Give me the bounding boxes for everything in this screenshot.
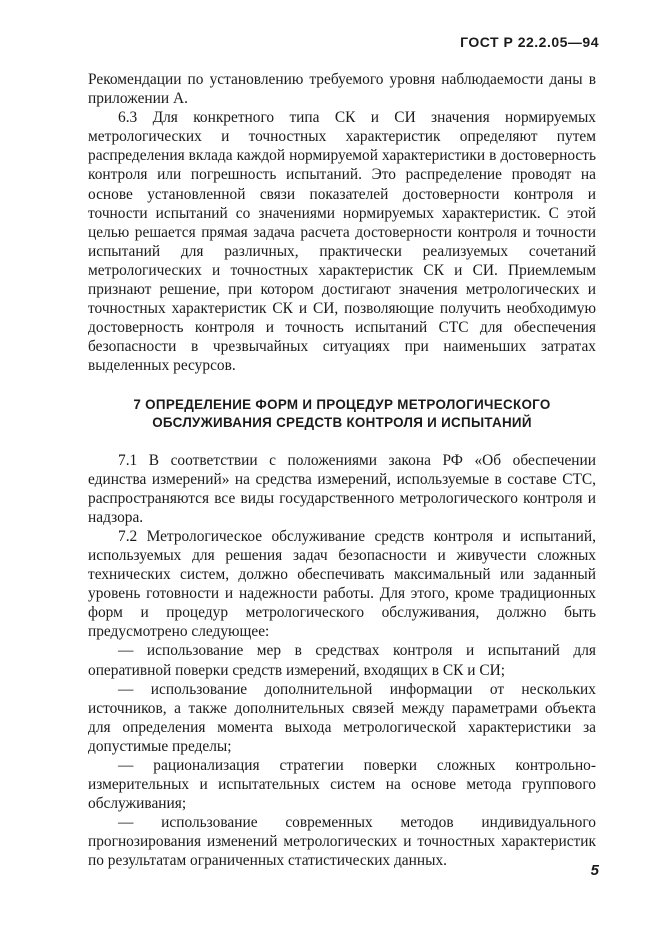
list-item-rationalization: — рационализация стратегии поверки сложных контрольно-измерительных и испытательных систем на основе метода группового обслуживания; xyxy=(88,757,596,813)
paragraph-7-2: 7.2 Метрологическое обслуживание средств контроля и испытаний, используемых для решения задач безопасности и живучести сложных технических систем, должно обеспечивать максимальный или заданный уровень готовности и надежности работы. Для этого, кроме традиционных форм и процедур метрологического обслуживания, должно быть предусмотрено следующее: xyxy=(88,527,596,641)
document-body xyxy=(88,70,596,871)
document-header: ГОСТ Р 22.2.05—94 xyxy=(460,34,599,50)
paragraph-recommendations: Рекомендации по установлению требуемого уровня наблюдаемости даны в приложении А. xyxy=(88,71,596,108)
section-7-heading-line1: 7 ОПРЕДЕЛЕНИЕ ФОРМ И ПРОЦЕДУР МЕТРОЛОГИЧЕСКОГО xyxy=(133,396,551,412)
page-number: 5 xyxy=(590,862,599,879)
list-item-additional-info: — использование дополнительной информации от нескольких источников, а также дополнительных связей между параметрами объекта для определения момента выхода метрологической характеристики за допустимые пределы; xyxy=(88,680,596,755)
section-7-heading-line2: ОБСЛУЖИВАНИЯ СРЕДСТВ КОНТРОЛЯ И ИСПЫТАНИЙ xyxy=(152,415,532,430)
section-7-heading xyxy=(88,396,596,433)
paragraph-6-3: 6.3 Для конкретного типа СК и СИ значения нормируемых метрологических и точностных характеристик определяют путем распределения вклада каждой нормируемой характеристики в достоверность контроля или погрешность испытаний. Это распределение проводят на основе установленной связи показателей достоверности контроля и точности испытаний со значениями нормируемых характеристик. С этой целью решается прямая задача расчета достоверности контроля и точности испытаний для различных, практически реализуемых сочетаний метрологических и точностных характеристик СК и СИ. Приемлемым признают решение, при котором достигают значения метрологических и точностных характеристик СК и СИ, позволяющие получить необходимую достоверность контроля и точность испытаний СТС для обеспечения безопасности в чрезвычайных ситуациях при наименьших затратах выделенных ресурсов. xyxy=(88,109,596,375)
paragraph-7-1: 7.1 В соответствии с положениями закона РФ «Об обеспечении единства измерений» на средства измерений, используемые в составе СТС, распространяются все виды государственного метрологического контроля и надзора. xyxy=(88,451,596,526)
list-item-forecasting: — использование современных методов индивидуального прогнозирования изменений метрологических и точностных характеристик по результатам ограниченных статистических данных. xyxy=(88,814,596,870)
list-item-measures: — использование мер в средствах контроля и испытаний для оперативной поверки средств измерений, входящих в СК и СИ; xyxy=(88,642,596,679)
